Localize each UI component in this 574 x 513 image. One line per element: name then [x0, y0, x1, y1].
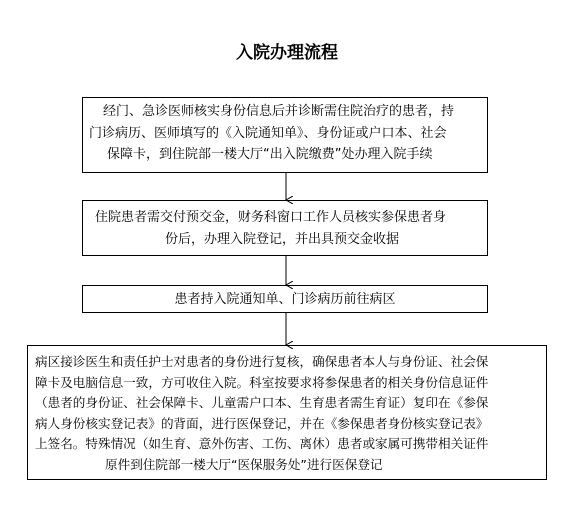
step-2-box — [82, 200, 488, 256]
step-2-line-1: 住院患者需交付预交金，财务科窗口工作人员核实参保患者身 — [95, 210, 447, 225]
step-3-line-1: 患者持入院通知单、门诊病历前往病区 — [174, 292, 396, 307]
step-4-line-3: （患者的身份证、社会保障卡、儿童需户口本、生育患者需生育证）复印在《参保 — [35, 395, 489, 411]
step-2-line-2: 份后，办理入院登记，并出具预交金收据 — [165, 231, 400, 247]
step-4-line-1: 病区接诊医生和责任护士对患者的身份进行复核，确保患者本人与身份证、社会保 — [35, 354, 489, 369]
step-1-line-2: 门诊病历、医师填写的《入院通知单》、身份证或户口本、社会 — [89, 125, 447, 141]
step-4-box — [27, 345, 547, 480]
step-4-line-5: 上签名。特殊情况（如生育、意外伤害、工伤、离休）患者或家属可携带相关证件 — [35, 436, 489, 452]
step-4-line-6: 原件到住院部一楼大厅“医保服务处”进行医保登记 — [105, 456, 383, 472]
step-3-box — [82, 285, 488, 313]
step-4-line-4: 病人身份核实登记表》的背面，进行医保登记，并在《参保患者身份核实登记表》 — [35, 415, 489, 431]
step-4-line-2: 障卡及电脑信息一致，方可收住入院。科室按要求将参保患者的相关身份信息证件 — [35, 374, 489, 390]
step-1-box — [82, 97, 488, 173]
step-1-line-3: 保障卡，到住院部一楼大厅“出入院缴费”处办理入院手续 — [107, 147, 433, 162]
flowchart-title: 入院办理流程 — [236, 43, 338, 63]
step-1-line-1: 经门、急诊医师核实身份信息后并诊断需住院治疗的患者，持 — [103, 104, 455, 119]
